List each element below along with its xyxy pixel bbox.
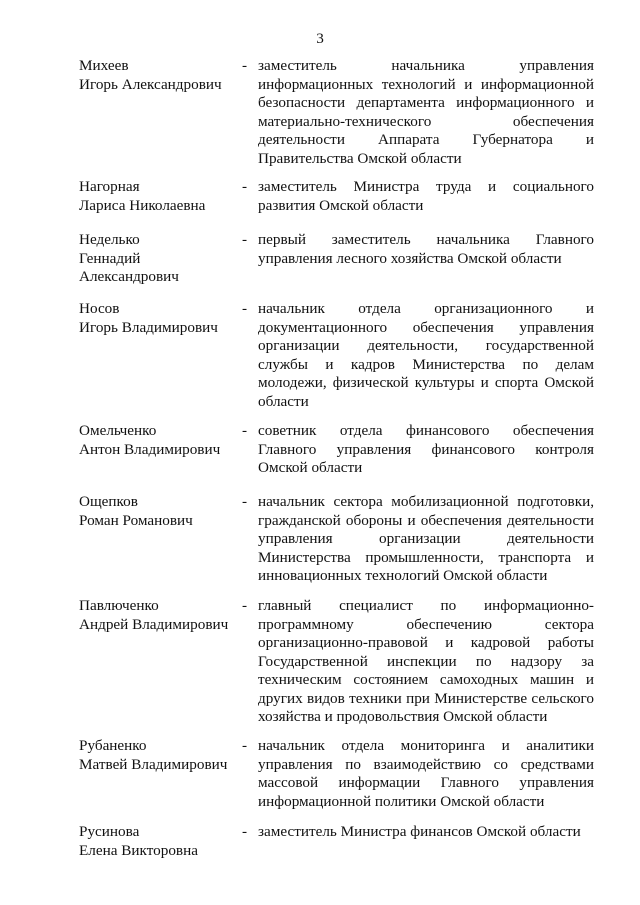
dash-separator: - [242, 597, 248, 614]
member-position [258, 178, 594, 215]
member-position [258, 493, 594, 586]
position-line: безопасности департамента информационного и [258, 94, 594, 111]
position-line: хозяйства и продовольствия Омской области [258, 708, 548, 725]
dash-separator: - [242, 231, 248, 248]
member-name: Русинова Елена Викторовна [79, 823, 198, 859]
dash-separator: - [242, 422, 248, 439]
position-line: Министерства промышленности, транспорта и [258, 548, 594, 566]
position-line: Омской области [258, 459, 363, 476]
position-line: информационной политики Омской области [258, 792, 545, 810]
position-line: области [258, 392, 309, 410]
member-name: Павлюченко Андрей Владимирович [79, 597, 229, 633]
position-line: развития Омской области [258, 196, 424, 214]
dash-separator: - [242, 57, 248, 74]
position-line: начальник отдела организационного и [258, 300, 594, 317]
position-line: документационного обеспечения управления [258, 318, 594, 336]
member-position [258, 422, 594, 478]
position-line: первый заместитель начальника Главного [258, 231, 594, 248]
member-position [258, 737, 594, 811]
dash-separator: - [242, 493, 248, 510]
member-position [258, 57, 594, 168]
position-line: информационных технологий и информационной [258, 75, 594, 93]
member-name: Носов Игорь Владимирович [79, 300, 218, 336]
member-position [258, 823, 594, 842]
position-line: деятельности Аппарата Губернатора и [258, 131, 594, 148]
position-line: массовой информации Главного управления [258, 774, 594, 791]
member-name: Нагорная Лариса Николаевна [79, 178, 206, 214]
position-line: управления по взаимодействию со средствами [258, 755, 594, 773]
position-line: других видов техники при Министерстве сельского [258, 689, 594, 707]
member-name: Ощепков Роман Романович [79, 493, 193, 529]
position-line: заместитель начальника управления [258, 57, 594, 74]
position-line: заместитель Министра труда и социального [258, 178, 594, 195]
dash-separator: - [242, 737, 248, 754]
member-position [258, 597, 594, 727]
position-line: гражданской обороны и обеспечения деятельности [258, 511, 594, 529]
position-line: управления организации деятельности [258, 530, 594, 547]
dash-separator: - [242, 300, 248, 317]
position-line: организации деятельности, государственной [258, 337, 594, 354]
page-number: 3 [316, 30, 324, 47]
position-line: Главного управления финансового контроля [258, 440, 594, 458]
position-line: службы и кадров Министерства по делам [258, 355, 594, 373]
position-line: техническим состоянием самоходных машин и [258, 671, 594, 688]
member-name: Неделько Геннадий Александрович [79, 231, 179, 285]
position-line: заместитель Министра финансов Омской области [258, 823, 581, 840]
dash-separator: - [242, 823, 248, 840]
position-line: начальник отдела мониторинга и аналитики [258, 737, 594, 754]
member-position [258, 231, 594, 268]
position-line: материально-технического обеспечения [258, 112, 594, 130]
member-name: Омельченко Антон Владимирович [79, 422, 221, 458]
position-line: главный специалист по информационно- [258, 597, 594, 614]
position-line: советник отдела финансового обеспечения [258, 422, 594, 439]
position-line: программному обеспечению сектора [258, 615, 594, 633]
position-line: Правительства Омской области [258, 149, 462, 167]
position-line: организационно-правовой и кадровой работы [258, 634, 594, 651]
position-line: молодежи, физической культуры и спорта Омской [258, 374, 594, 391]
position-line: начальник сектора мобилизационной подготовки, [258, 493, 594, 510]
member-position [258, 300, 594, 411]
member-name: Рубаненко Матвей Владимирович [79, 737, 228, 773]
position-line: Государственной инспекции по надзору за [258, 652, 594, 670]
member-name: Михеев Игорь Александрович [79, 57, 222, 93]
dash-separator: - [242, 178, 248, 195]
position-line: инновационных технологий Омской области [258, 567, 548, 584]
position-line: управления лесного хозяйства Омской области [258, 249, 562, 267]
